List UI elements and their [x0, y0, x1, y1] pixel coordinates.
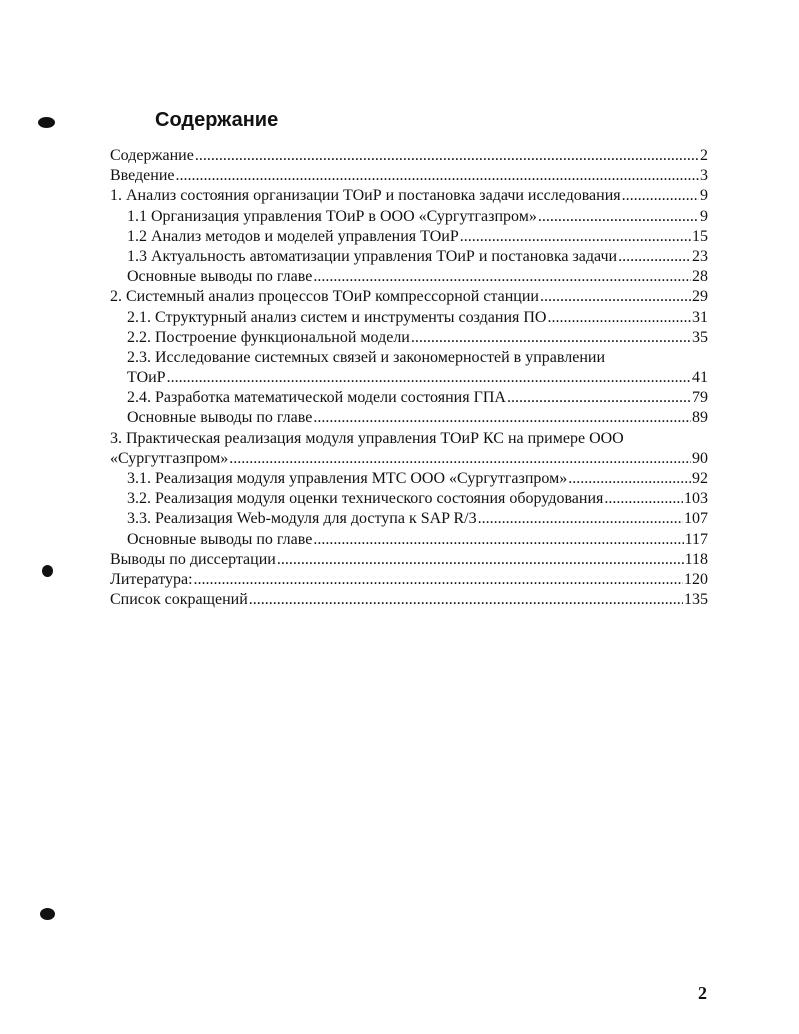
toc-entry-title: Содержание	[110, 147, 194, 164]
toc-entry-page: 90	[692, 449, 708, 467]
toc-entry-title: 1.2 Анализ методов и моделей управления ТОиР	[127, 227, 459, 245]
toc-leader-dots	[229, 449, 691, 469]
toc-entry-page: 35	[692, 328, 708, 346]
toc-entry-title: 1. Анализ состояния организации ТОиР и постановка задачи исследования	[110, 187, 621, 205]
toc-entry-page: 107	[684, 510, 708, 528]
toc-leader-dots	[313, 267, 691, 287]
toc-entry	[110, 530, 708, 550]
toc-leader-dots	[277, 550, 684, 570]
toc-entry-page: 92	[692, 470, 708, 487]
toc-entry-page: 2	[700, 147, 708, 164]
toc-leader-dots	[568, 469, 691, 489]
toc-entry-page: 118	[684, 550, 708, 568]
toc-leader-dots	[538, 207, 699, 227]
toc-entry-page: 28	[692, 268, 708, 286]
toc-leader-dots	[507, 388, 691, 408]
toc-leader-dots	[478, 509, 683, 529]
toc-entry-title: 2.2. Построение функциональной модели	[127, 328, 410, 346]
toc-entry	[110, 328, 708, 348]
toc-entry-page: 120	[684, 570, 708, 588]
toc-entry-title: 3.3. Реализация Web-модуля для доступа к SAP R/3	[127, 510, 477, 528]
toc-entry	[110, 489, 708, 509]
toc-entry-title: Основные выводы по главе	[127, 409, 313, 427]
toc-entry	[110, 469, 708, 489]
toc-leader-dots	[313, 530, 683, 550]
page-title: Содержание	[155, 109, 279, 131]
toc-entry-page: 9	[700, 187, 708, 205]
toc-entry-title-continued: ТОиР	[127, 369, 166, 387]
toc-entry-page: 3	[700, 167, 708, 185]
toc-entry-page: 31	[692, 308, 708, 326]
toc-entry-title: Список сокращений	[110, 591, 248, 609]
toc-entry-page: 9	[700, 207, 708, 225]
toc-leader-dots	[460, 227, 691, 247]
toc-entry-title: 3.2. Реализация модуля оценки технического состояния оборудования	[127, 490, 604, 508]
toc-entry-page: 29	[692, 288, 708, 306]
toc-entry	[110, 146, 708, 166]
toc-entry	[110, 509, 708, 529]
toc-entry-title-continued: «Сургутгазпром»	[110, 449, 229, 467]
toc-leader-dots	[249, 590, 683, 610]
toc-entry-title: 2.4. Разработка математической модели состояния ГПА	[127, 389, 506, 407]
toc-entry-title: Основные выводы по главе	[127, 530, 313, 548]
toc-entry-title: 2.3. Исследование системных связей и закономерностей в управлении	[127, 348, 606, 366]
toc-entry-page: 15	[692, 227, 708, 245]
toc-leader-dots	[194, 570, 683, 590]
toc-entry	[110, 590, 708, 610]
toc-leader-dots	[313, 408, 691, 428]
toc-leader-dots	[604, 489, 683, 509]
toc-entry	[110, 388, 708, 408]
toc-entry	[110, 186, 708, 206]
toc-entry-page: 103	[684, 490, 708, 508]
toc-entry	[110, 247, 708, 267]
toc-entry	[110, 287, 708, 307]
ink-blot-mark	[38, 117, 55, 128]
toc-leader-dots	[547, 308, 691, 328]
toc-entry-title: Основные выводы по главе	[127, 268, 313, 286]
toc-entry	[110, 449, 708, 469]
ink-blot-mark	[42, 565, 53, 577]
toc-entry	[110, 267, 708, 287]
toc-entry	[110, 570, 708, 590]
toc-entry-title: 2.1. Структурный анализ систем и инструменты создания ПО	[127, 308, 547, 326]
toc-entry-title: 3.1. Реализация модуля управления МТС ООО «Сургутгазпром»	[127, 470, 568, 487]
toc-entry-title: 2. Системный анализ процессов ТОиР компрессорной станции	[110, 288, 539, 306]
toc-entry-title: 1.3 Актуальность автоматизации управления ТОиР и постановка задачи	[127, 247, 618, 265]
toc-entry	[110, 368, 708, 388]
toc-entry-page: 135	[684, 591, 708, 609]
toc-entry-title: Введение	[110, 167, 175, 185]
toc-entry	[110, 227, 708, 247]
toc-leader-dots	[540, 287, 691, 307]
table-of-contents	[110, 146, 708, 610]
ink-blot-mark	[40, 908, 55, 920]
toc-leader-dots	[411, 328, 691, 348]
page-number: 2	[698, 983, 707, 1003]
toc-entry-page: 117	[684, 530, 708, 548]
toc-leader-dots	[622, 186, 699, 206]
toc-entry	[110, 207, 708, 227]
toc-entry-title: Литература:	[110, 570, 193, 588]
toc-entry	[110, 308, 708, 328]
toc-entry-page: 89	[692, 409, 708, 427]
toc-entry-page: 23	[692, 247, 708, 265]
toc-leader-dots	[167, 368, 691, 388]
toc-leader-dots	[176, 166, 700, 186]
toc-entry-page: 79	[692, 389, 708, 407]
toc-entry-title: Выводы по диссертации	[110, 550, 276, 568]
toc-entry	[110, 408, 708, 428]
toc-leader-dots	[195, 146, 699, 166]
toc-leader-dots	[618, 247, 691, 267]
toc-entry-title: 3. Практическая реализация модуля управления ТОиР КС на примере ООО	[110, 429, 624, 447]
toc-entry	[110, 550, 708, 570]
toc-entry	[110, 166, 708, 186]
toc-entry-page: 41	[692, 369, 708, 387]
toc-entry-title: 1.1 Организация управления ТОиР в ООО «Сургутгазпром»	[127, 207, 537, 225]
